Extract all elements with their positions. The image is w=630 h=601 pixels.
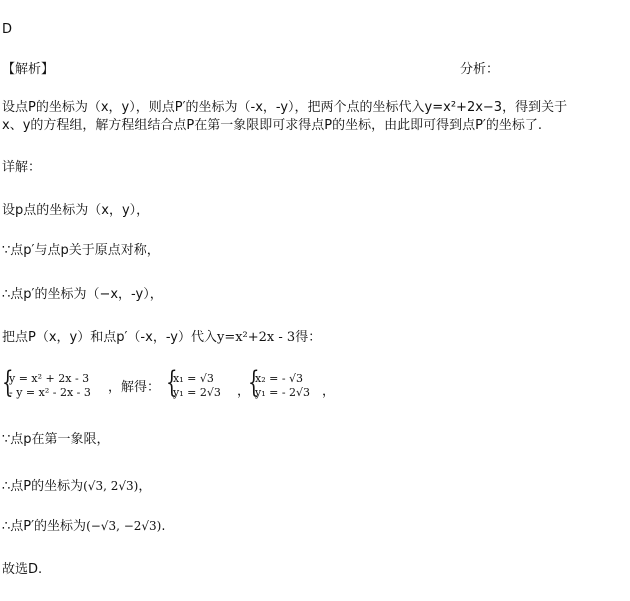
final-answer-period: . — [38, 562, 43, 577]
final-answer-text: 故选 — [2, 562, 29, 577]
analysis-fenxi: 分析： — [460, 62, 500, 77]
solution-1 — [173, 372, 221, 400]
parabola-equation: y=x²+2x - 3 — [216, 330, 296, 345]
system-row-2: - y = x² - 2x - 3 — [9, 386, 91, 399]
step-p-result — [2, 478, 151, 495]
final-answer — [2, 562, 42, 578]
solution-1-brace: { — [166, 365, 178, 400]
p-prime-coordinates: (−√3, −2√3) — [86, 519, 162, 533]
final-answer-letter: D — [28, 562, 39, 577]
step-p-prime-result-end: . — [161, 519, 166, 534]
solve-label: ，解得： — [108, 380, 161, 395]
step-substitute-text: 把点P（x，y）和点p′（-x，-y）代入 — [2, 330, 217, 345]
system-brace: { — [2, 365, 14, 400]
solution-2-brace: { — [248, 365, 260, 400]
detail-label: 详解： — [2, 160, 42, 175]
step-substitute-de: 得： — [295, 330, 322, 345]
step-first-quadrant: ∵点p在第一象限， — [2, 432, 110, 447]
step-p-result-text: ∴点P的坐标为 — [2, 479, 84, 494]
solution-2-y: y₁ = - 2√3 — [255, 386, 311, 399]
step-set-point: 设p点的坐标为（x，y）， — [2, 203, 150, 218]
solution-end-comma: ， — [322, 384, 336, 399]
system-row-1: y = x² + 2x - 3 — [9, 372, 90, 385]
p-coordinates: (√3, 2√3) — [83, 479, 139, 493]
step-p-prime-result — [2, 518, 166, 535]
solution-1-x: x₁ = √3 — [173, 372, 214, 385]
solution-2-x: x₂ = - √3 — [255, 372, 304, 385]
step-p-result-end: ， — [138, 479, 152, 494]
step-p-prime-coords: ∴点p′的坐标为（−x，-y）， — [2, 287, 163, 302]
solution-separator: ， — [237, 384, 251, 399]
step-symmetric: ∵点p′与点p关于原点对称， — [2, 243, 160, 258]
answer-letter: D — [2, 22, 13, 37]
solution-2 — [255, 372, 310, 400]
analysis-line-1: 设点P的坐标为（x，y），则点P′的坐标为（-x，-y），把两个点的坐标代入y=x²+2x−3，得到关于 — [2, 100, 568, 115]
analysis-line-2: x、y的方程组，解方程组结合点P在第一象限即可求得点P的坐标，由此即可得到点P′的坐标了. — [2, 118, 542, 133]
step-p-prime-result-text: ∴点P′的坐标为 — [2, 519, 87, 534]
analysis-label: 【解析】 — [2, 62, 55, 77]
system-equations — [9, 372, 91, 400]
solution-1-y: y₁ = 2√3 — [173, 386, 221, 399]
step-substitute — [2, 330, 321, 346]
